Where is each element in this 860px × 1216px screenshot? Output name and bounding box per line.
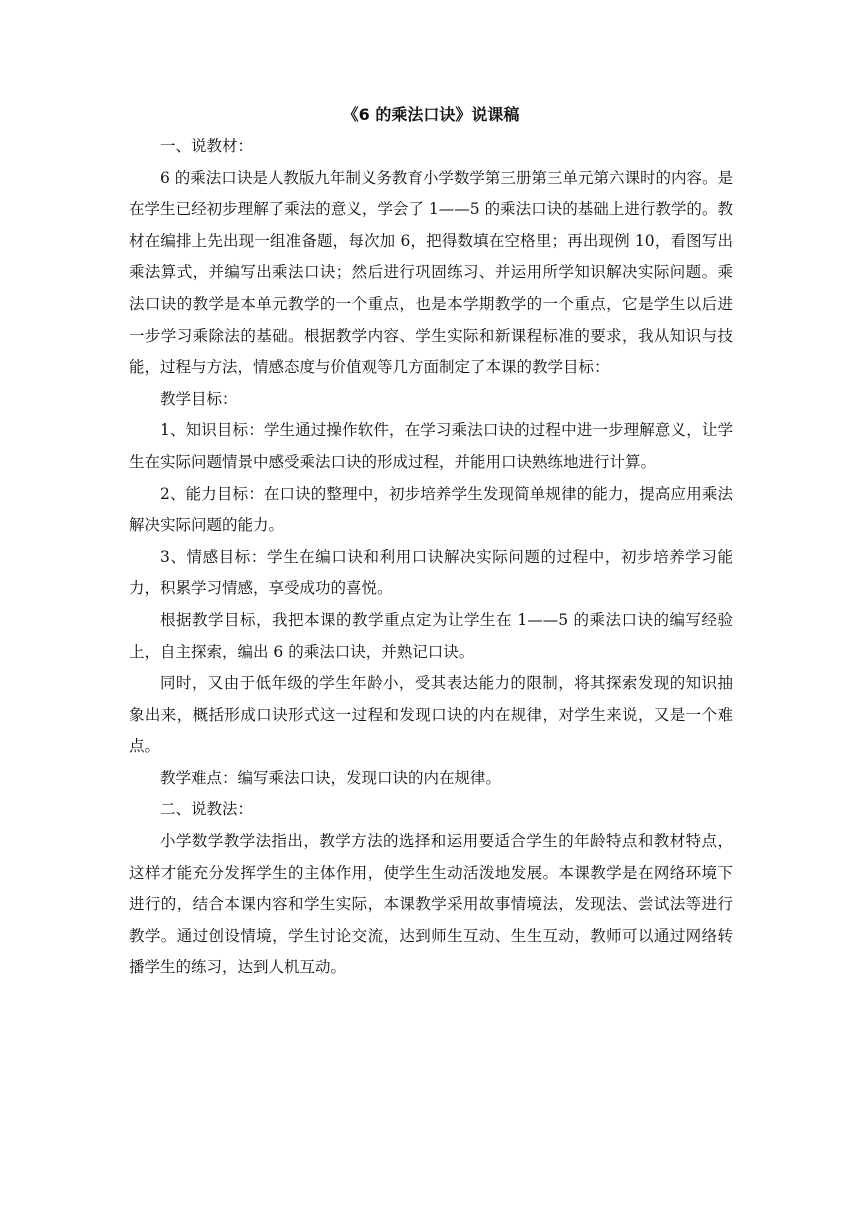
- document-body: [129, 100, 733, 984]
- document-title: 《6 的乘法口诀》说课稿: [342, 105, 520, 124]
- paragraph-teaching-focus: 根据教学目标，我把本课的教学重点定为让学生在 1——5 的乘法口诀的编写经验上，自主探索，编出 6 的乘法口诀，并熟记口诀。: [129, 610, 733, 661]
- subheading-teaching-goals: 教学目标：: [160, 389, 238, 408]
- paragraph-knowledge-goal: 1、知识目标：学生通过操作软件，在学习乘法口诀的过程中进一步理解意义，让学生在实际问题情景中感受乘法口诀的形成过程，并能用口诀熟练地进行计算。: [129, 421, 733, 471]
- section-heading-textbook: 一、说教材：: [160, 137, 254, 155]
- paragraph-textbook-description: 6 的乘法口诀是人教版九年制义务教育小学数学第三册第三单元第六课时的内容。是在学生已经初步理解了乘法的意义，学会了 1——5 的乘法口诀的基础上进行教学的。教材在编排上先出现一组准备题，每次加 6，把得数填在空格里；再出现例 10，看图写出乘法算式，并编写出乘法口诀；然后进行巩固练习、并运用所学知识解决实际问题。乘法口诀的教学是本单元教学的一个重点，也是本学期教学的一个重点，它是学生以后进一步学习乘除法的基础。根据教学内容、学生实际和新课程标准的要求，我从知识与技能，过程与方法，情感态度与价值观等几方面制定了本课的教学目标：: [129, 168, 733, 377]
- paragraph-ability-goal: 2、能力目标：在口诀的整理中，初步培养学生发现简单规律的能力，提高应用乘法解决实际问题的能力。: [129, 484, 733, 535]
- paragraph-emotion-goal: 3、情感目标：学生在编口诀和利用口诀解决实际问题的过程中，初步培养学习能力，积累学习情感，享受成功的喜悦。: [129, 547, 733, 598]
- paragraph-teaching-method: 小学数学教学法指出，教学方法的选择和运用要适合学生的年龄特点和教材特点，这样才能充分发挥学生的主体作用，使学生生动活泼地发展。本课教学是在网络环境下进行的，结合本课内容和学生实际，本课教学采用故事情境法，发现法、尝试法等进行教学。通过创设情境，学生讨论交流，达到师生互动、生生互动，教师可以通过网络转播学生的练习，达到人机互动。: [129, 832, 733, 977]
- paragraph-teaching-difficulty: 教学难点：编写乘法口诀，发现口诀的内在规律。: [160, 768, 502, 787]
- section-heading-teaching-method: 二、说教法：: [160, 800, 254, 819]
- paragraph-difficulty-explanation: 同时，又由于低年级的学生年龄小，受其表达能力的限制，将其探索发现的知识抽象出来，概括形成口诀形式这一过程和发现口诀的内在规律，对学生来说，又是一个难点。: [129, 674, 733, 756]
